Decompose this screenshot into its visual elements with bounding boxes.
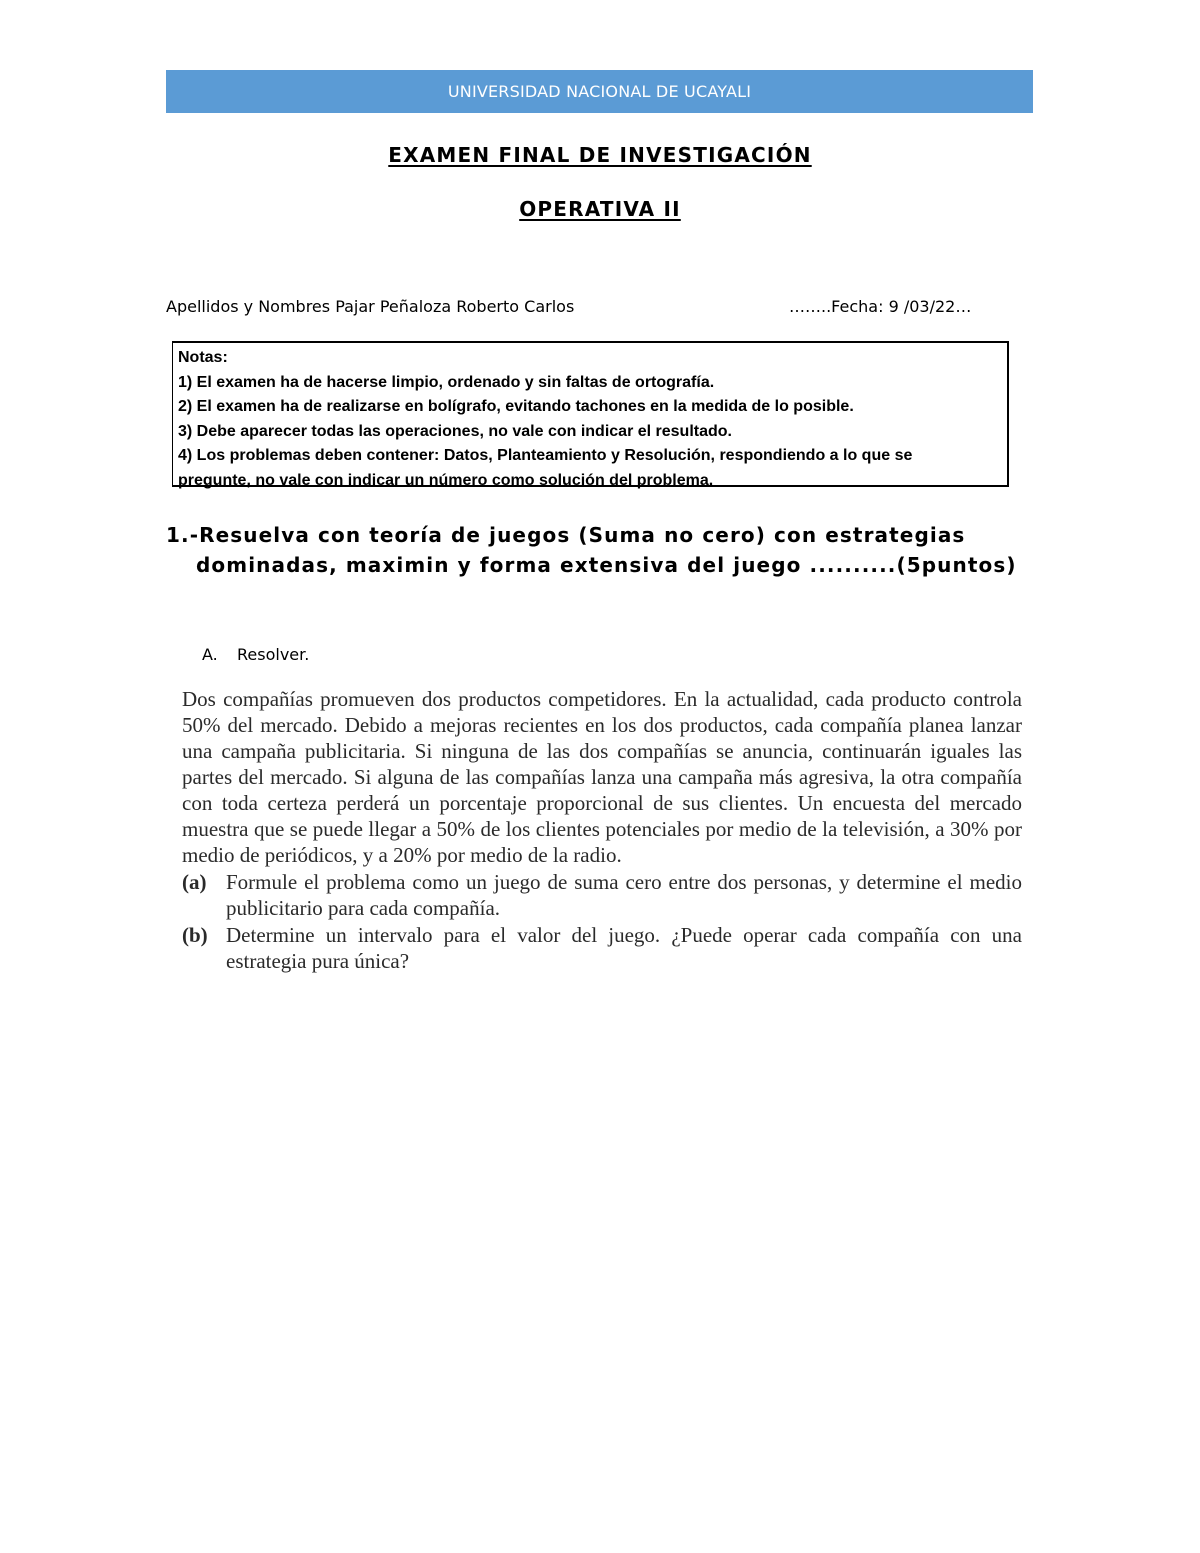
student-name-line: Apellidos y Nombres Pajar Peñaloza Roberto Carlos [166,297,575,316]
problem-part-b [182,922,1022,974]
exam-date: ……..Fecha: 9 /03/22… [789,297,972,316]
university-name: UNIVERSIDAD NACIONAL DE UCAYALI [447,82,752,101]
problem-part-a [182,869,1022,921]
exam-title-line2: OPERATIVA II [519,197,681,221]
sub-item-letter: A. [202,645,218,664]
university-header [166,70,1033,113]
note-item: pregunte, no vale con indicar un número como solución del problema. [178,471,714,489]
part-a-label: (a) [182,870,207,894]
sub-item-a [202,645,309,664]
part-b-label: (b) [182,923,208,947]
note-item: 2) El examen ha de realizarse en bolígrafo, evitando tachones en la medida de lo posible. [178,398,854,415]
problem-paragraph: Dos compañías promueven dos productos competidores. En la actualidad, cada producto controla 50% del mercado. Debido a mejoras recientes en los dos productos, cada compañía planea lanzar una campaña publicitaria. Si ninguna de las dos compañías se anuncia, continuarán iguales las partes del mercado. Si alguna de las compañías lanza una campaña más agresiva, la otra compañía con toda certeza perderá un porcentaje proporcional de sus clientes. Un encuesta del mercado muestra que se puede llegar a 50% de los clientes potenciales por medio de la televisión, a 30% por medio de periódicos, y a 20% por medio de la radio. [182,687,1022,867]
part-b-text: Determine un intervalo para el valor del juego. ¿Puede operar cada compañía con una estrategia pura única? [226,923,1022,973]
note-item: 1) El examen ha de hacerse limpio, ordenado y sin faltas de ortografía. [178,373,715,391]
part-a-text: Formule el problema como un juego de suma cero entre dos personas, y determine el medio publicitario para cada compañía. [226,870,1022,920]
note-item: 3) Debe aparecer todas las operaciones, no vale con indicar el resultado. [178,422,732,440]
question-1-line2: dominadas, maximin y forma extensiva del juego ..........(5puntos) [196,553,1017,577]
note-item: 4) Los problemas deben contener: Datos, Planteamiento y Resolución, respondiendo a lo que se [178,447,913,464]
question-1-line1: 1.-Resuelva con teoría de juegos (Suma no cero) con estrategias [166,523,966,547]
sub-item-text: Resolver. [237,645,310,664]
exam-title-line1: EXAMEN FINAL DE INVESTIGACIÓN [388,143,812,167]
notes-box [172,341,1009,487]
notes-heading: Notas: [178,349,228,366]
problem-statement [182,686,1022,974]
question-1 [166,520,1017,580]
